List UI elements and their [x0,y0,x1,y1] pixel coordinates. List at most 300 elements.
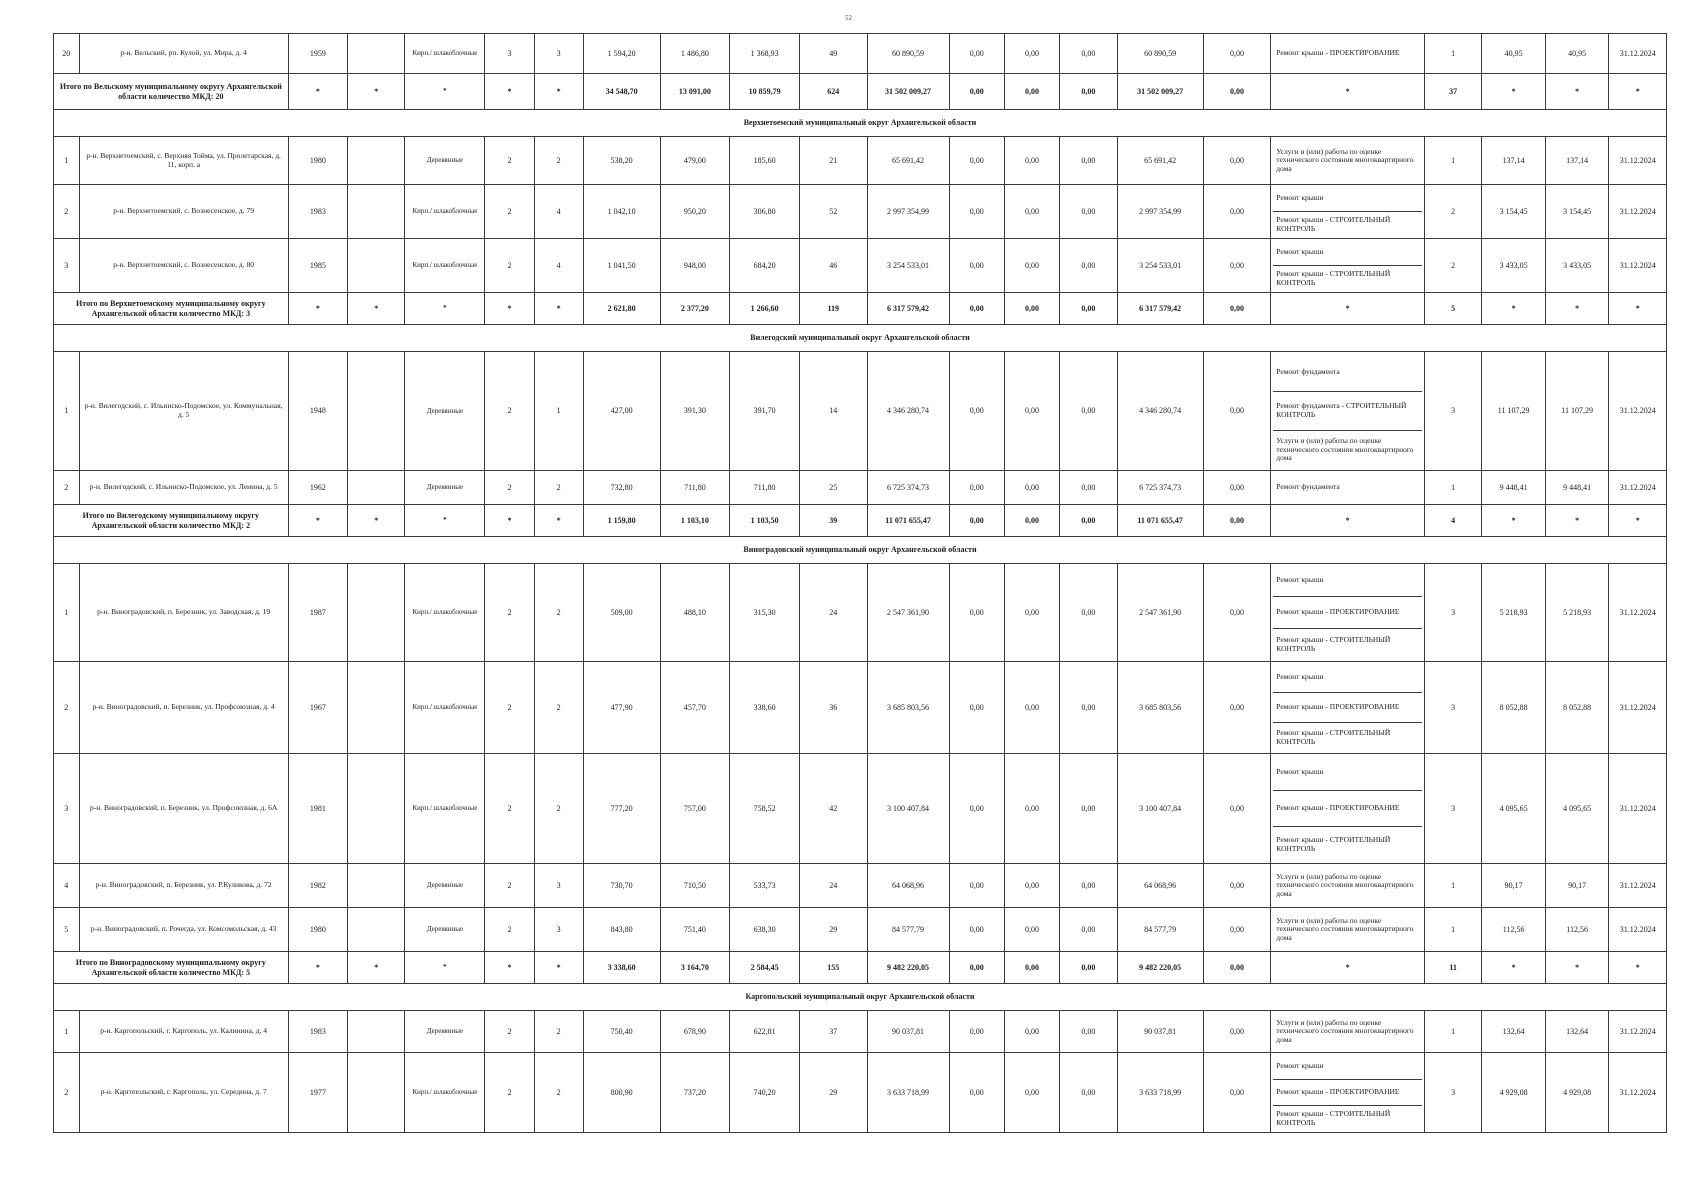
cell-area-res: 338,60 [730,662,800,754]
cell-fund-own: 2 997 354,99 [1117,185,1203,239]
cell-fund-mun: 0,00 [1060,34,1117,74]
cell-row-number: 1 [54,564,80,662]
cell-area-total: 843,80 [583,908,660,952]
cell-entrances: * [534,74,583,110]
cell-residents: 37 [799,1011,867,1053]
cell-fund-mun: 0,00 [1060,137,1117,185]
cell-fund-reg: 0,00 [1004,239,1059,293]
cell-fund-fed: 0,00 [949,662,1004,754]
cell-entrances: 2 [534,564,583,662]
cell-material: Деревянные [405,1011,485,1053]
cell-address: р-н. Виноградовский, п. Березник, ул. Профсоюзная, д. 4 [79,662,288,754]
cell-residents: 24 [799,564,867,662]
cell-cost-total: 3 685 803,56 [867,662,949,754]
cell-extra [348,239,405,293]
cell-floors: 2 [485,564,534,662]
work-item: Ремонт крыши [1273,186,1422,212]
work-item: Ремонт крыши [1273,663,1422,693]
work-item: Ремонт крыши - СТРОИТЕЛЬНЫЙ КОНТРОЛЬ [1276,268,1391,287]
work-item: Ремонт крыши [1273,755,1422,791]
cell-entrances: 2 [534,754,583,864]
cell-area-living: 751,40 [660,908,730,952]
cell-max-cost: * [1545,74,1609,110]
cell-area-total: 34 548,70 [583,74,660,110]
cell-fund-own: 3 633 718,99 [1117,1053,1203,1133]
cell-unit-cost: 11 107,29 [1482,352,1546,471]
cell-fund-own: 84 577,79 [1117,908,1203,952]
cell-fund-reg: 0,00 [1004,1053,1059,1133]
cell-row-number: 2 [54,185,80,239]
cell-fund-own: 2 547 361,90 [1117,564,1203,662]
cell-max-cost: * [1545,293,1609,325]
work-item: Услуги и (или) работы по оценке технического состояния многоквартирного дома [1276,871,1414,898]
cell-fund-fed: 0,00 [949,505,1004,537]
cell-floors: 2 [485,864,534,908]
cell-date: 31.12.2024 [1609,1011,1667,1053]
cell-year: 1985 [288,239,347,293]
cell-area-res: 1 103,50 [730,505,800,537]
cell-fund-own: 31 502 009,27 [1117,74,1203,110]
cell-entrances: 2 [534,471,583,505]
cell-row-number: 1 [54,137,80,185]
cell-address: р-н. Каргопольский, г. Каргополь, ул. Калинина, д. 4 [79,1011,288,1053]
cell-fund-reg: 0,00 [1004,754,1059,864]
cell-floors: 2 [485,1053,534,1133]
cell-area-total: 800,90 [583,1053,660,1133]
cell-row-number: 1 [54,1011,80,1053]
cell-area-total: 1 159,80 [583,505,660,537]
cell-fund-mun: 0,00 [1060,505,1117,537]
cell-fund-mun: 0,00 [1060,1053,1117,1133]
cell-residents: 36 [799,662,867,754]
cell-floors: 3 [485,34,534,74]
cell-date: 31.12.2024 [1609,564,1667,662]
cell-row-number: 4 [54,864,80,908]
cell-residents: 42 [799,754,867,864]
house-row [54,1011,1667,1053]
cell-area-total: 1 041,50 [583,239,660,293]
cell-entrances: * [534,505,583,537]
cell-fund-fed: 0,00 [949,185,1004,239]
cell-row-number: 1 [54,352,80,471]
cell-floors: * [485,293,534,325]
cell-year: 1977 [288,1053,347,1133]
cell-works-count: 2 [1424,239,1481,293]
cell-address: р-н. Виноградовский, п. Березник, ул. Р.Куликова, д. 72 [79,864,288,908]
cell-works-count: 1 [1424,864,1481,908]
cell-extra [348,352,405,471]
work-item: Ремонт крыши - СТРОИТЕЛЬНЫЙ КОНТРОЛЬ [1276,727,1391,746]
cell-works [1271,1011,1425,1053]
cell-date: * [1609,505,1667,537]
cell-fund-fed: 0,00 [949,1053,1004,1133]
cell-unit-cost: 132,64 [1482,1011,1546,1053]
cell-entrances: 2 [534,137,583,185]
work-item: Ремонт фундамента [1276,482,1340,492]
cell-fund-mun: 0,00 [1060,564,1117,662]
cell-fund-fed: 0,00 [949,74,1004,110]
cell-fund-own: 3 100 407,84 [1117,754,1203,864]
cell-unit-cost: 40,95 [1482,34,1546,74]
cell-unit-cost: * [1482,952,1546,984]
cell-extra [348,1011,405,1053]
cell-fund-other: 0,00 [1203,908,1271,952]
cell-max-cost: 11 107,29 [1545,352,1609,471]
cell-material: Кирп./ шлакоблочные [405,754,485,864]
cell-residents: 119 [799,293,867,325]
cell-material: * [405,293,485,325]
cell-floors: * [485,952,534,984]
cell-fund-own: 64 068,96 [1117,864,1203,908]
cell-entrances: 3 [534,908,583,952]
cell-row-number: 2 [54,471,80,505]
cell-fund-own: 6 725 374,73 [1117,471,1203,505]
cell-date: 31.12.2024 [1609,185,1667,239]
district-title: Верхнетоемский муниципальный округ Архангельской области [54,110,1667,137]
cell-area-total: 730,70 [583,864,660,908]
house-row [54,352,1667,471]
cell-extra: * [348,505,405,537]
cell-fund-own: 60 890,59 [1117,34,1203,74]
cell-area-living: 1 486,80 [660,34,730,74]
cell-address: р-н. Вилегодский, с. Ильинско-Подомское, ул. Коммунальная, д. 5 [79,352,288,471]
cell-fund-other: 0,00 [1203,352,1271,471]
cell-material: Кирп./ шлакоблочные [405,564,485,662]
cell-fund-other: 0,00 [1203,1011,1271,1053]
cell-year: 1981 [288,754,347,864]
cell-works-count: 1 [1424,137,1481,185]
cell-fund-reg: 0,00 [1004,662,1059,754]
cell-works: * [1271,952,1425,984]
cell-works: * [1271,293,1425,325]
cell-area-living: 678,90 [660,1011,730,1053]
cell-floors: 2 [485,908,534,952]
cell-area-res: 740,20 [730,1053,800,1133]
work-item: Ремонт фундамента [1273,353,1422,392]
cell-unit-cost: 3 154,45 [1482,185,1546,239]
cell-fund-own: 11 071 655,47 [1117,505,1203,537]
cell-fund-fed: 0,00 [949,864,1004,908]
cell-cost-total: 3 254 533,01 [867,239,949,293]
work-item: Ремонт крыши [1273,240,1422,266]
cell-material: Деревянные [405,908,485,952]
cell-unit-cost: 112,56 [1482,908,1546,952]
cell-residents: 21 [799,137,867,185]
work-item: Ремонт крыши - ПРОЕКТИРОВАНИЕ [1273,1080,1422,1106]
cell-year: 1967 [288,662,347,754]
cell-area-living: 1 103,10 [660,505,730,537]
cell-area-living: 457,70 [660,662,730,754]
cell-area-total: 1 594,20 [583,34,660,74]
cell-fund-fed: 0,00 [949,564,1004,662]
district-header-row [54,110,1667,137]
work-item: Ремонт крыши - СТРОИТЕЛЬНЫЙ КОНТРОЛЬ [1276,1108,1391,1127]
cell-fund-reg: 0,00 [1004,185,1059,239]
cell-floors: 2 [485,471,534,505]
cell-fund-other: 0,00 [1203,662,1271,754]
cell-cost-total: 84 577,79 [867,908,949,952]
work-item: Ремонт крыши - ПРОЕКТИРОВАНИЕ [1273,597,1422,629]
cell-date: 31.12.2024 [1609,471,1667,505]
cell-material: Деревянные [405,352,485,471]
cell-date: 31.12.2024 [1609,864,1667,908]
house-row [54,1053,1667,1133]
cell-fund-own: 4 346 280,74 [1117,352,1203,471]
cell-entrances: * [534,952,583,984]
cell-address: р-н. Верхнетоемский, с. Верхняя Тойма, ул. Пролетарская, д. 11, корп. а [79,137,288,185]
cell-fund-own: 3 254 533,01 [1117,239,1203,293]
cell-floors: 2 [485,352,534,471]
cell-max-cost: 3 433,05 [1545,239,1609,293]
cell-material: Кирп./ шлакоблочные [405,239,485,293]
cell-extra: * [348,952,405,984]
cell-date: 31.12.2024 [1609,662,1667,754]
cell-floors: * [485,74,534,110]
cell-fund-fed: 0,00 [949,908,1004,952]
cell-fund-fed: 0,00 [949,952,1004,984]
cell-extra [348,471,405,505]
cell-entrances: 2 [534,662,583,754]
cell-area-res: 391,70 [730,352,800,471]
cell-extra [348,908,405,952]
cell-fund-other: 0,00 [1203,34,1271,74]
cell-date: 31.12.2024 [1609,908,1667,952]
cell-extra [348,754,405,864]
cell-works-count: 5 [1424,293,1481,325]
cell-area-living: 711,80 [660,471,730,505]
cell-fund-mun: 0,00 [1060,471,1117,505]
cell-extra [348,1053,405,1133]
district-total-row [54,952,1667,984]
work-item: Ремонт крыши - ПРОЕКТИРОВАНИЕ [1273,791,1422,827]
cell-max-cost: 132,64 [1545,1011,1609,1053]
house-row [54,185,1667,239]
cell-fund-fed: 0,00 [949,239,1004,293]
house-row [54,754,1667,864]
cell-fund-reg: 0,00 [1004,952,1059,984]
cell-max-cost: 3 154,45 [1545,185,1609,239]
cell-area-living: 948,00 [660,239,730,293]
work-item: Услуги и (или) работы по оценке технического состояния многоквартирного дома [1276,146,1414,173]
cell-fund-fed: 0,00 [949,293,1004,325]
cell-row-number: 2 [54,1053,80,1133]
cell-date: 31.12.2024 [1609,239,1667,293]
cell-fund-fed: 0,00 [949,1011,1004,1053]
cell-max-cost: 112,56 [1545,908,1609,952]
cell-date: * [1609,293,1667,325]
cell-max-cost: 8 052,88 [1545,662,1609,754]
cell-area-living: 710,50 [660,864,730,908]
cell-residents: 49 [799,34,867,74]
cell-year: 1959 [288,34,347,74]
district-total-row [54,74,1667,110]
cell-date: 31.12.2024 [1609,137,1667,185]
house-row [54,471,1667,505]
district-title: Вилегодский муниципальный округ Архангельской области [54,325,1667,352]
cell-date: 31.12.2024 [1609,352,1667,471]
cell-cost-total: 2 997 354,99 [867,185,949,239]
cell-area-total: 509,00 [583,564,660,662]
cell-area-res: 315,30 [730,564,800,662]
cell-unit-cost: * [1482,293,1546,325]
cell-year: 1982 [288,864,347,908]
cell-material: Деревянные [405,471,485,505]
cell-works [1271,239,1425,293]
cell-address: р-н. Вилегодский, с. Ильинско-Подомское, ул. Ленина, д. 5 [79,471,288,505]
cell-fund-fed: 0,00 [949,754,1004,864]
cell-fund-reg: 0,00 [1004,1011,1059,1053]
district-title: Виноградовский муниципальный округ Архангельской области [54,537,1667,564]
cell-residents: 29 [799,908,867,952]
cell-fund-reg: 0,00 [1004,34,1059,74]
cell-residents: 25 [799,471,867,505]
cell-extra [348,185,405,239]
cell-cost-total: 3 633 718,99 [867,1053,949,1133]
cell-year: 1983 [288,185,347,239]
cell-fund-mun: 0,00 [1060,754,1117,864]
cell-area-living: 488,10 [660,564,730,662]
work-item: Услуги и (или) работы по оценке технического состояния многоквартирного дома [1276,915,1414,942]
house-row [54,137,1667,185]
cell-residents: 155 [799,952,867,984]
total-label: Итого по Вельскому муниципальному округу Архангельской области количество МКД: 20 [54,74,289,110]
house-row [54,239,1667,293]
cell-area-res: 185,60 [730,137,800,185]
cell-area-total: 3 338,60 [583,952,660,984]
cell-address: р-н. Верхнетоемский, с. Вознесенское, д. 80 [79,239,288,293]
cell-material: Кирп./ шлакоблочные [405,185,485,239]
work-item: Ремонт крыши - СТРОИТЕЛЬНЫЙ КОНТРОЛЬ [1276,634,1391,653]
cell-address: р-н. Вельский, рп. Кулой, ул. Мира, д. 4 [79,34,288,74]
cell-works: * [1271,505,1425,537]
cell-works-count: 2 [1424,185,1481,239]
cell-floors: 2 [485,239,534,293]
cell-fund-reg: 0,00 [1004,74,1059,110]
cell-floors: * [485,505,534,537]
cell-area-living: 3 164,70 [660,952,730,984]
cell-fund-mun: 0,00 [1060,185,1117,239]
cell-fund-mun: 0,00 [1060,239,1117,293]
cell-fund-other: 0,00 [1203,564,1271,662]
cell-works-count: 11 [1424,952,1481,984]
cell-year: * [288,505,347,537]
cell-entrances: 1 [534,352,583,471]
cell-area-living: 479,00 [660,137,730,185]
cell-material: Кирп./ шлакоблочные [405,1053,485,1133]
cell-fund-reg: 0,00 [1004,471,1059,505]
cell-area-res: 533,73 [730,864,800,908]
cell-area-total: 732,80 [583,471,660,505]
cell-area-res: 306,80 [730,185,800,239]
cell-area-res: 1 368,93 [730,34,800,74]
house-row [54,564,1667,662]
work-item: Ремонт фундамента - СТРОИТЕЛЬНЫЙ КОНТРОЛЬ [1273,392,1422,431]
cell-fund-fed: 0,00 [949,34,1004,74]
cell-unit-cost: 4 929,08 [1482,1053,1546,1133]
cell-fund-mun: 0,00 [1060,74,1117,110]
cell-fund-mun: 0,00 [1060,864,1117,908]
cell-unit-cost: 3 433,05 [1482,239,1546,293]
cell-address: р-н. Виноградовский, п. Рочегда, ул. Комсомольская, д. 43 [79,908,288,952]
cell-residents: 52 [799,185,867,239]
cell-fund-other: 0,00 [1203,239,1271,293]
work-item: Ремонт крыши [1273,1054,1422,1080]
cell-unit-cost: 4 095,65 [1482,754,1546,864]
cell-fund-fed: 0,00 [949,471,1004,505]
cell-fund-own: 9 482 220,05 [1117,952,1203,984]
cell-entrances: 3 [534,34,583,74]
cell-cost-total: 9 482 220,05 [867,952,949,984]
cell-cost-total: 3 100 407,84 [867,754,949,864]
cell-works-count: 3 [1424,754,1481,864]
cell-fund-mun: 0,00 [1060,352,1117,471]
work-item: Услуги и (или) работы по оценке технического состояния многоквартирного дома [1276,436,1414,463]
cell-residents: 624 [799,74,867,110]
cell-entrances: 2 [534,1011,583,1053]
cell-cost-total: 65 691,42 [867,137,949,185]
cell-material: Кирп./ шлакоблочные [405,34,485,74]
cell-fund-other: 0,00 [1203,1053,1271,1133]
total-label: Итого по Вилегодскому муниципальному округу Архангельской области количество МКД: 2 [54,505,289,537]
cell-fund-own: 65 691,42 [1117,137,1203,185]
cell-cost-total: 4 346 280,74 [867,352,949,471]
cell-row-number: 3 [54,754,80,864]
district-total-row [54,505,1667,537]
district-header-row [54,537,1667,564]
cell-cost-total: 11 071 655,47 [867,505,949,537]
cell-cost-total: 60 890,59 [867,34,949,74]
cell-fund-own: 6 317 579,42 [1117,293,1203,325]
cell-residents: 29 [799,1053,867,1133]
cell-floors: 2 [485,662,534,754]
cell-area-res: 684,20 [730,239,800,293]
cell-area-living: 950,20 [660,185,730,239]
cell-floors: 2 [485,185,534,239]
cell-year: 1962 [288,471,347,505]
cell-material: * [405,952,485,984]
house-row [54,908,1667,952]
cell-fund-other: 0,00 [1203,505,1271,537]
cell-entrances: 3 [534,864,583,908]
cell-fund-reg: 0,00 [1004,908,1059,952]
cell-fund-reg: 0,00 [1004,564,1059,662]
cell-fund-other: 0,00 [1203,754,1271,864]
cell-extra [348,564,405,662]
cell-works [1271,471,1425,505]
cell-max-cost: 4 929,08 [1545,1053,1609,1133]
cell-fund-own: 90 037,81 [1117,1011,1203,1053]
work-item: Ремонт крыши [1273,565,1422,597]
cell-residents: 14 [799,352,867,471]
cell-fund-other: 0,00 [1203,137,1271,185]
cell-works [1271,908,1425,952]
cell-fund-other: 0,00 [1203,864,1271,908]
cell-area-res: 758,52 [730,754,800,864]
total-label: Итого по Верхнетоемскому муниципальному округу Архангельской области количество МКД: 3 [54,293,289,325]
cell-area-living: 391,30 [660,352,730,471]
cell-row-number: 5 [54,908,80,952]
cell-area-living: 757,00 [660,754,730,864]
cell-works-count: 3 [1424,1053,1481,1133]
cell-cost-total: 90 037,81 [867,1011,949,1053]
cell-material: Деревянные [405,864,485,908]
cell-cost-total: 6 725 374,73 [867,471,949,505]
district-title: Каргопольский муниципальный округ Архангельской области [54,984,1667,1011]
cell-area-total: 427,00 [583,352,660,471]
mkd-registry-table [53,33,1667,1133]
cell-entrances: * [534,293,583,325]
cell-fund-mun: 0,00 [1060,662,1117,754]
